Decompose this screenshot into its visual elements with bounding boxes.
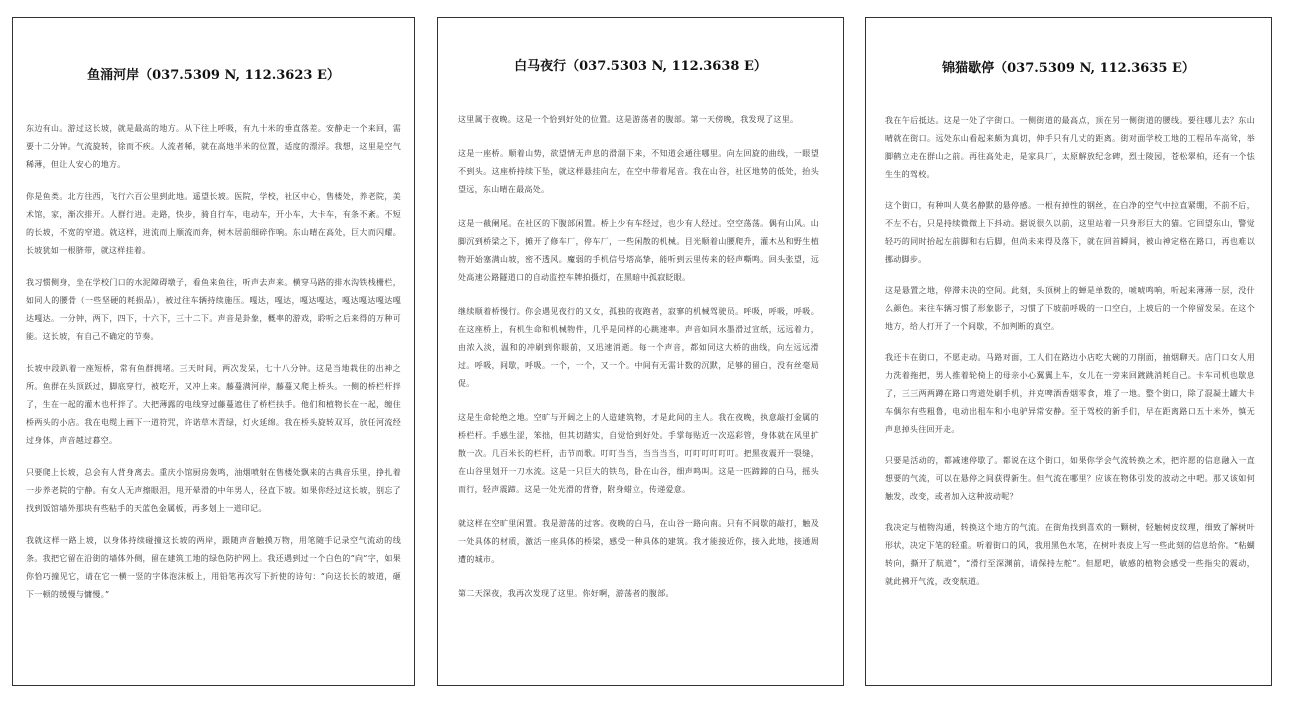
paragraph: 我还卡在街口，不愿走动。马路对面，工人们在路边小店吃大碗的刀削面，抽烟聊天。店门口女人用力洗着拖把，男人推着轮椅上的母亲小心翼翼上车，女儿在一旁来回踱跳消耗自己。卡车司机也歇息了，三三两两蹲在路口弯道处刷手机，并克啤酒香烟零食，堆了一地。整个街口，除了混凝土罐大卡车偶尔有些粗鲁，电动出租车和小电驴异常安静。至于驾校的新手们，早在距离路口五十米外，慎无声息掉头往回开走。 <box>885 353 1255 434</box>
document-page-2 <box>437 17 844 686</box>
paragraph: 第二天深夜，我再次发现了这里。你好啊，游荡者的腹部。 <box>458 589 674 598</box>
paragraph: 你是鱼类。北方往西，飞行六百公里到此地。遥望长坡。医院，学校，社区中心，售楼处，养老院，美术馆，家，渐次排开。人群行进。走路，快步，骑自行车，电动车，开小车，大卡车，有条不紊。不短的长坡，不宽的窄道。就这样，进流而上顺流而奔，树木居前细碎作响。东山晴在高处，巨大而闪耀。长坡犹如一根脐带，就这样挂着。 <box>26 192 401 255</box>
page-title: 锦猫歇停（037.5309 N, 112.3635 E） <box>942 61 1195 76</box>
paragraph: 我习惯侧身，坐在学校门口的水泥障碍墩子，看鱼来鱼往，听声去声来。横穿马路的排水沟铁栈栅栏，如同人的腰骨（一些坚硬的耗损品），被过往车辆持续施压。嘎达，嘎达，嘎达嘎达，嘎达嘎达嘎达嘎达嘎达。一分钟，两下，四下，十六下，三十二下。声音是卦象，概率的游戏，聆听之后来得的万种可能。这长坡，有自己不确定的节奏。 <box>26 278 401 341</box>
paragraph: 这是一截阑尾。在社区的下腹部闲置。桥上少有车经过，也少有人经过。空空荡荡。偶有山风。山脚沉到桥梁之下，摊开了修车厂，停车厂，一些闲散的机械。目光顺着山腰爬升，灌木丛和野生植物开始塞满山坡，密不透风。魔弱的手机信号塔高挚，能听到云里传来的轻声嘶鸣。回头张望，远处高速公路隧道口的自动监控车牌拍摄灯，在黑暗中孤寂眨眼。 <box>458 219 819 282</box>
paragraph: 继续顺着桥慢行。你会遇见夜行的又女，孤独的夜跑者，寂寥的机械驾驶员。呼吸，呼吸，呼吸。在这座桥上，有机生命和机械物件，几乎是同样的心跳速率。声音如同水墨滑过宣纸，远远着力，由浓入淡，温和的冲刷到你眼前，又迅速消逝。每一个声音，都如同这大桥的曲线，向左远远滑过。呼吸，间歇，呼吸。一个，一个，又一个。中间有无需计数的沉默，足够的留白，没有丝毫局促。 <box>458 307 819 388</box>
document-page-3 <box>865 17 1272 686</box>
paragraph: 我决定与植物沟通，转换这个地方的气流。在街角找到喜欢的一颗树，轻触树皮纹理，细致了解树叶形状，决定下笔的轻重。听着街口的风，我用黑色水笔，在树叶表皮上写一些此刻的信息给你。“粘蝴转向，撕开了航道”，“滑行至深渊前，请保持左舵”。但愿吧，敏感的植物会感受一些指尖的震动，就此拂开气流，改变航道。 <box>885 523 1255 586</box>
page-body <box>458 111 819 619</box>
paragraph: 这里属于夜晚。这是一个恰到好处的位置。这是游荡者的腹部。第一天傍晚，我发现了这里。 <box>458 115 799 124</box>
paragraph: 这是生命轮绝之地。空旷与开阔之上的人造建筑物，才是此间的主人。我在夜晚，执意敲打金属的桥栏杆。手感生涩，笨拙，但其切踏实，自觉恰到好处。手掌每贴近一次巡彩管，身体就在风里扩散一次。几百米长的栏杆，击节而歌。叮叮当当，当当当当，叮叮叮叮叮叮。把黑夜震开一裂缝，在山谷里划开一刀水流。这是一只巨大的铁鸟，卧在山谷，细声鸣叫。这是一匹蹄蹄的白马，摇头而行，轻声震蹄。这是一处光滑的背脊，附身蜡立，传递爱意。 <box>458 413 819 494</box>
paragraph: 就这样在空旷里闲置。我是游荡的过客。夜晚的白马，在山谷一路向南。只有不间歇的敲打，触及一处具体的材质，激活一座具体的桥梁，感受一种具体的建筑。我才能接近你，接入此地，接通周遭的城市。 <box>458 519 819 564</box>
page-title: 鱼涌河岸（037.5309 N, 112.3623 E） <box>87 68 340 83</box>
page-body <box>885 112 1255 604</box>
paragraph: 这个街口，有种叫人莫名静默的悬停感。一根有掉性的钢丝，在白净的空气中拉直紧绷，不前不后，不左不右，只是持续微微上下抖动。据说很久以前，这里站着一只身形巨大的猫。它回望东山，警觉轻巧的同时抬起左前脚和右后脚，但尚未来得及落下，就在回首瞬间，被山神定格在路口，再也难以挪动脚步。 <box>885 201 1255 264</box>
paragraph: 这是一座桥。顺着山势，欲望情无声息的滑溜下来，不知道会通往哪里。向左回旋的曲线，一眼望不到头。这座桥持续下坠，就这样悬挂向左，在空中带着尾音。我在山谷，社区地势的低处，抬头望远，东山晴在最高处。 <box>458 149 819 194</box>
document-page-1 <box>12 17 415 686</box>
paragraph: 我在午后抵达。这是一处了字街口。一侧街道的最高点，顶在另一侧街道的腰线。要往哪儿去？东山晴就在街口。远处东山看起来颇为真切，伸手只有几丈的距离。街对面学校工地的工程吊车高耸，举脚鹤立走在群山之前。再往高处走，是家具厂，太原解放纪念碑，烈士陵园，苍松翠柏，还有一个怯生生的驾校。 <box>885 116 1255 179</box>
paragraph: 我就这样一路上坡，以身体持续碰撞这长坡的两岸，跟随声音触摸万物，用笔随手记录空气流动的线条。我把它留在沿街的墙体外侧，留在建筑工地的绿色防护网上。我还遇到过一个白色的“向”字，如果你恰巧撞见它，请在它一横一竖的字体泡沫板上，用铅笔再次写下折使的诗句：“向这长长的坡道，砸下一顿的缓慢与慵慢。” <box>26 536 401 599</box>
paragraph: 长坡中段趴着一座短桥，常有鱼群拥堵。三天时间，两次发呆，七十八分钟。这是当地栽住的出神之所。鱼群在头顶跃过，脚底穿行，被吃开，又冲上来。藤蔓满河岸，藤蔓又爬上桥头。一侧的桥栏杆拌了，生在一起的灌木也杆拌了。大把薄露的电线穿过藤蔓遮住了桥栏扶手。他们和植物长在一起，缠住桥两头的小店。我在电缆上画下一道符咒，许诺草木青绿，灯火延绵。我在桥头旋转双耳，放任河流经过身体，声音越过暮空。 <box>26 364 401 445</box>
page-body <box>26 120 401 618</box>
page-title: 白马夜行（037.5303 N, 112.3638 E） <box>514 59 767 74</box>
paragraph: 这是悬置之地，停滞未决的空间。此刻，头顶树上的蝉是单数的，唬唬鸣响，听起来薄薄一层，没什么颜色。来往车辆习惯了形象影子，习惯了下坡前呼吸的一口空白，上坡后的一个停留发呆。在这个地方，给人打开了一个间歇，不加判断的真空。 <box>885 286 1255 331</box>
paragraph: 只要爬上长坡，总会有人背身离去。重庆小馆厨房轰鸣，油烟喷射在售楼处飘来的古典音乐里，挣扎着一步养老院的宁静。有女人无声擦眼泪，甩开晕滑的中年男人，径直下坡。如果你经过这长坡，别忘了找到饭馆墙外那块有些粘手的天蓝色金属板，再多划上一道印记。 <box>26 468 401 513</box>
paragraph: 只要是活动的，都减速停歇了。都说在这个街口，如果你学会气流转换之术，把许愿的信息融入一直想要的气流，可以在悬停之间获得新生。但气流在哪里？应该在物体引发的波动之中吧。那又该如何触发，改变，或者加入这种波动呢？ <box>885 456 1255 501</box>
paragraph: 东边有山。游过这长坡，就是最高的地方。从下往上呼吸，有九十米的垂直落差。安静走一个来回，需要十二分钟。气流旋转，徐而不疾。人流者稀，就在高地半米的位置，适度的漂浮。我想，这里是空气稀薄，但让人安心的地方。 <box>26 124 401 169</box>
